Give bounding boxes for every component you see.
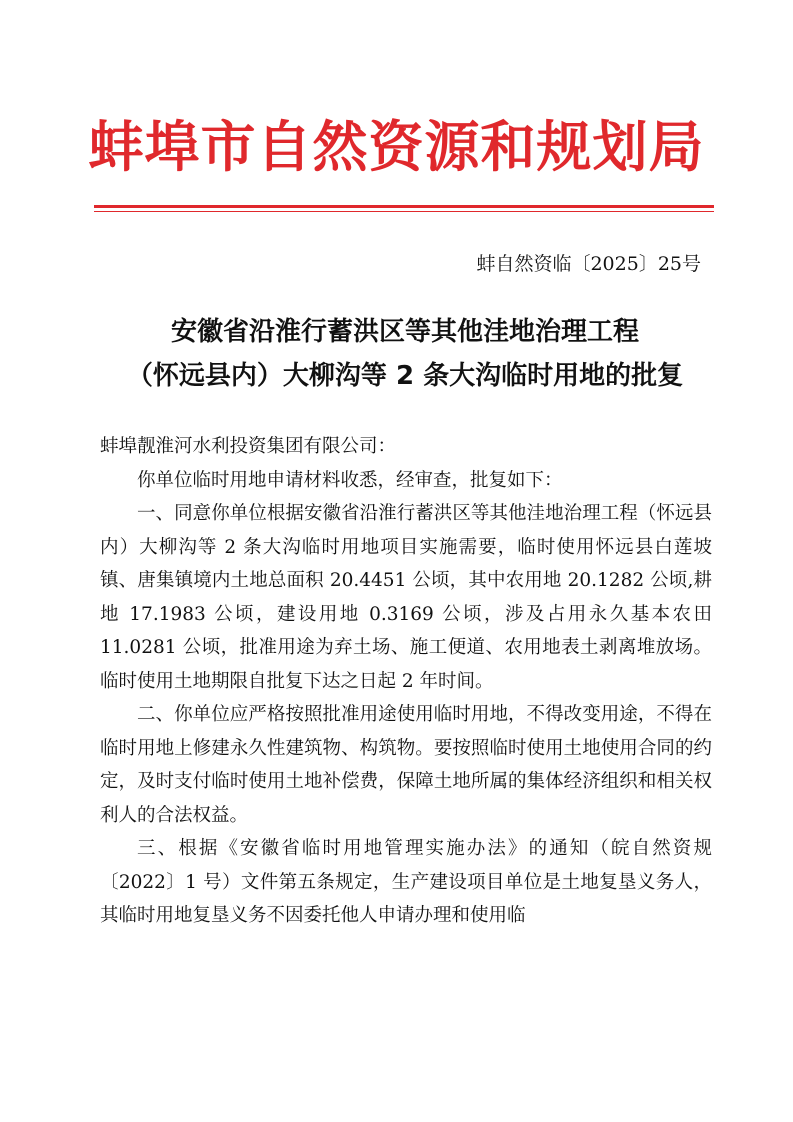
red-header-rule-thin xyxy=(94,211,714,212)
paragraph-item-2: 二、你单位应严格按照批准用途使用临时用地，不得改变用途，不得在临时用地上修建永久性建筑物、构筑物。要按照临时使用土地使用合同的约定，及时支付临时使用土地补偿费，保障土地所属的集体经济组织和相关权利人的合法权益。 xyxy=(100,704,712,826)
title-line-1: 安徽省沿淮行蓄洪区等其他洼地治理工程 xyxy=(170,317,639,347)
document-body xyxy=(100,430,712,933)
agency-name-heading: 蚌埠市自然资源和规划局 xyxy=(88,114,705,179)
paragraph-item-1: 一、同意你单位根据安徽省沿淮行蓄洪区等其他洼地治理工程（怀远县内）大柳沟等 2 条大沟临时用地项目实施需要，临时使用怀远县白莲坡镇、唐集镇境内土地总面积 20.4451 公顷，其中农用地 20.1282 公顷,耕地 17.1983 公顷，建设用地 0.3169 公顷，涉及占用永久基本农田 11.0281 公顷，批准用途为弃土场、施工便道、农用地表土剥离堆放场。临时使用土地期限自批复下达之日起 2 年时间。 xyxy=(100,503,712,692)
document-title xyxy=(90,310,720,398)
title-line-2: （怀远县内）大柳沟等 2 条大沟临时用地的批复 xyxy=(126,361,684,391)
salutation: 蚌埠靓淮河水利投资集团有限公司： xyxy=(100,436,397,457)
document-number: 蚌自然资临〔2025〕25号 xyxy=(476,253,701,275)
paragraph-item-3: 三、根据《安徽省临时用地管理实施办法》的通知（皖自然资规〔2022〕1 号）文件第五条规定，生产建设项目单位是土地复垦义务人，其临时用地复垦义务不因委托他人申请办理和使用临 xyxy=(100,838,712,926)
red-header-rule-thick xyxy=(94,205,714,208)
paragraph-intro: 你单位临时用地申请材料收悉，经审查，批复如下： xyxy=(137,469,563,491)
